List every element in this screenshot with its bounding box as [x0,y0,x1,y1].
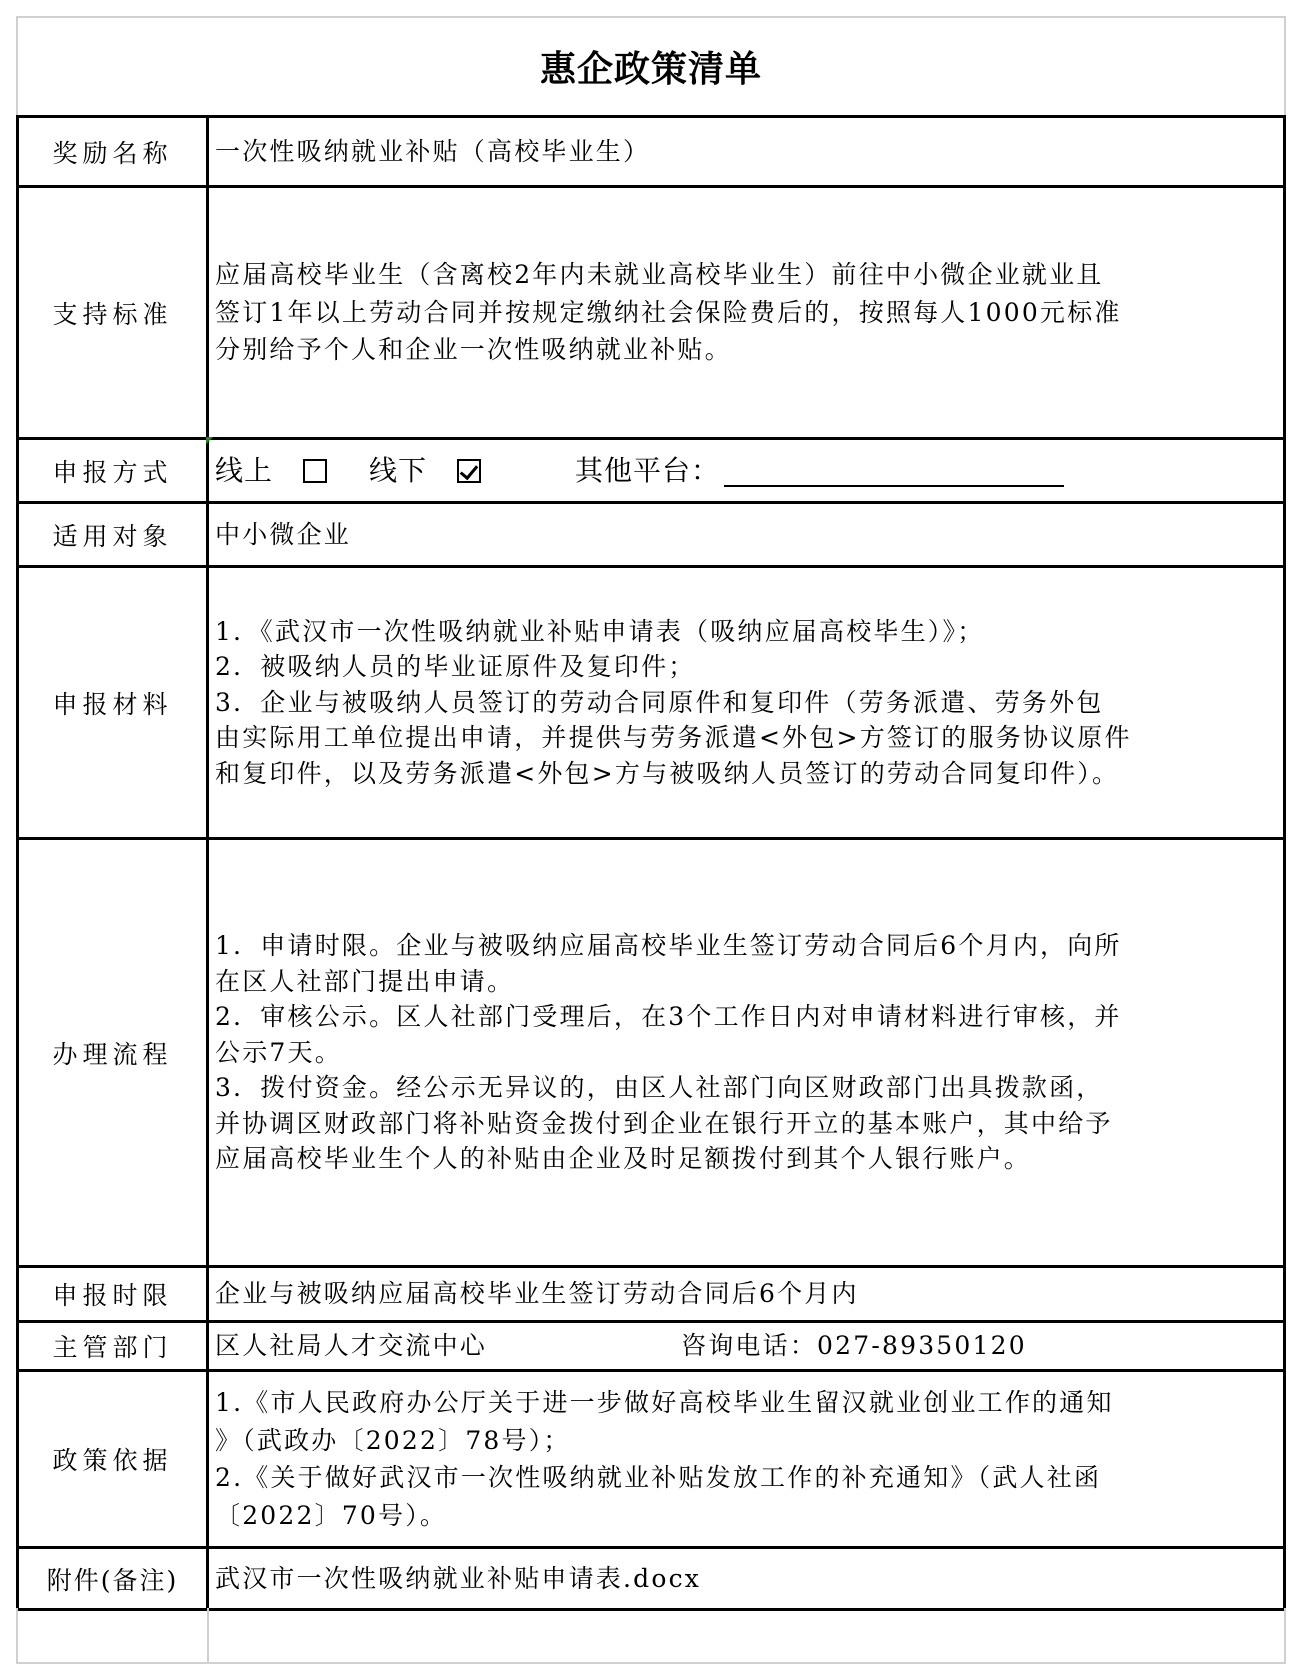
online-checkbox[interactable] [303,459,327,483]
value-target[interactable]: 中小微企业 [208,503,1285,567]
label-deadline: 申报时限 [18,1267,208,1322]
row-materials [18,567,1285,839]
label-materials: 申报材料 [18,567,208,839]
empty-cell[interactable] [208,1608,1285,1663]
text-line: 2．被吸纳人员的毕业证原件及复印件； [215,652,696,682]
label-standard: 支持标准 [18,187,208,439]
label-reward-name: 奖励名称 [18,117,208,187]
value-method[interactable] [208,439,1285,503]
text-line: 1．申请时限。企业与被吸纳应届高校毕业生签订劳动合同后6个月内，向所 [215,931,1122,961]
row-standard [18,187,1285,439]
other-platform-input[interactable] [724,455,1064,487]
label-process: 办理流程 [18,839,208,1267]
other-platform-label: 其他平台： [575,453,721,487]
value-attachment[interactable]: 武汉市一次性吸纳就业补贴申请表.docx [208,1548,1285,1610]
label-attachment: 附件(备注) [18,1548,208,1610]
label-method: 申报方式 [18,439,208,503]
row-process [18,839,1285,1267]
policy-table [16,115,1286,1611]
text-line: 和复印件，以及劳务派遣<外包>方与被吸纳人员签订的劳动合同复印件）。 [215,758,1120,788]
text-line: 应届高校毕业生个人的补贴由企业及时足额拨付到其个人银行账户。 [215,1144,1032,1174]
value-department[interactable] [208,1322,1285,1371]
text-line: 1．《武汉市一次性吸纳就业补贴申请表（吸纳应届高校毕生）》； [215,616,985,646]
label-department: 主管部门 [18,1322,208,1371]
row-target [18,503,1285,567]
text-line: 公示7天。 [215,1037,342,1067]
offline-label: 线下 [369,453,428,487]
online-label: 线上 [215,453,274,487]
empty-row [16,1608,1286,1664]
consult-phone: 咨询电话：027-89350120 [681,1331,1027,1361]
text-line: 〔2022〕70号）。 [215,1500,448,1530]
row-attachment [18,1548,1285,1610]
text-line: 分别给予个人和企业一次性吸纳就业补贴。 [215,335,732,365]
row-deadline [18,1267,1285,1322]
text-line: 3．企业与被吸纳人员签订的劳动合同原件和复印件（劳务派遣、劳务外包 [215,687,1104,717]
label-target: 适用对象 [18,503,208,567]
empty-cell[interactable] [17,1608,208,1663]
value-basis[interactable] [208,1371,1285,1548]
text-line: 由实际用工单位提出申请，并提供与劳务派遣<外包>方签订的服务协议原件 [215,723,1132,753]
title-row [16,16,1286,116]
offline-checkbox[interactable] [457,459,481,483]
text-line: 2．审核公示。区人社部门受理后，在3个工作日内对申请材料进行审核，并 [215,1002,1122,1032]
text-line: 应届高校毕业生（含离校2年内未就业高校毕业生）前往中小微企业就业且 [215,260,1104,290]
text-line: 3．拨付资金。经公示无异议的，由区人社部门向区财政部门出具拨款函， [215,1073,1104,1103]
text-line: 签订1年以上劳动合同并按规定缴纳社会保险费后的，按照每人1000元标准 [215,297,1122,327]
page-title: 惠企政策清单 [539,48,762,90]
text-line: 》（武政办〔2022〕78号）； [215,1425,571,1455]
text-line: 并协调区财政部门将补贴资金拨付到企业在银行开立的基本账户，其中给予 [215,1108,1113,1138]
row-reward-name [18,117,1285,187]
row-basis [18,1371,1285,1548]
department-name: 区人社局人才交流中心 [215,1331,488,1361]
text-line: 1.《市人民政府办公厅关于进一步做好高校毕业生留汉就业创业工作的通知 [215,1388,1114,1417]
value-materials[interactable] [208,567,1285,839]
value-process[interactable] [208,839,1285,1267]
value-standard[interactable] [208,187,1285,439]
value-deadline[interactable]: 企业与被吸纳应届高校毕业生签订劳动合同后6个月内 [208,1267,1285,1322]
row-method [18,439,1285,503]
text-line: 2.《关于做好武汉市一次性吸纳就业补贴发放工作的补充通知》（武人社函 [215,1463,1102,1492]
row-department [18,1322,1285,1371]
cell-comment-indicator-icon [206,437,213,444]
label-basis: 政策依据 [18,1371,208,1548]
text-line: 在区人社部门提出申请。 [215,966,515,996]
value-reward-name[interactable]: 一次性吸纳就业补贴（高校毕业生） [208,117,1285,187]
